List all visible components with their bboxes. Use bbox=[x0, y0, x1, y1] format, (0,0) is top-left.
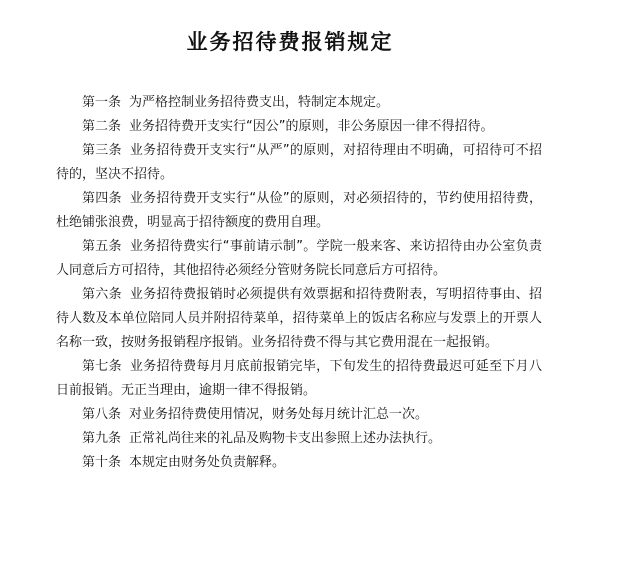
article-7 bbox=[56, 355, 542, 403]
article-1 bbox=[56, 91, 542, 115]
article-5 bbox=[56, 235, 542, 283]
article-text: 正常礼尚往来的礼品及购物卡支出参照上述办法执行。 bbox=[129, 431, 442, 446]
article-number: 第十条 bbox=[82, 455, 122, 470]
article-number: 第三条 bbox=[82, 143, 122, 158]
document-body bbox=[56, 91, 542, 475]
article-text: 业务招待费实行“事前请示制”。学院一般来客、来访招待由办公室负责人同意后方可招待，其他招待必须经分管财务院长同意后方可招待。 bbox=[56, 239, 542, 278]
article-text: 为严格控制业务招待费支出，特制定本规定。 bbox=[129, 95, 390, 110]
article-text: 业务招待费开支实行“因公”的原则，非公务原因一律不得招待。 bbox=[129, 119, 494, 134]
document-title: 业务招待费报销规定 bbox=[186, 30, 394, 54]
article-number: 第五条 bbox=[82, 239, 122, 254]
article-number: 第一条 bbox=[82, 95, 122, 110]
article-number: 第六条 bbox=[82, 287, 122, 302]
article-number: 第八条 bbox=[82, 407, 122, 422]
article-2 bbox=[56, 115, 542, 139]
article-6 bbox=[56, 283, 542, 355]
article-text: 业务招待费报销时必须提供有效票据和招待费附表，写明招待事由、招待人数及本单位陪同人员并附招待菜单，招待菜单上的饭店名称应与发票上的开票人名称一致，按财务报销程序报销。业务招待费不得与其它费用混在一起报销。 bbox=[56, 287, 542, 350]
article-number: 第二条 bbox=[82, 119, 122, 134]
article-4 bbox=[56, 187, 542, 235]
article-text: 对业务招待费使用情况，财务处每月统计汇总一次。 bbox=[129, 407, 429, 422]
article-text: 业务招待费开支实行“从俭”的原则，对必须招待的，节约使用招待费，杜绝铺张浪费，明显高于招待额度的费用自理。 bbox=[56, 191, 542, 230]
article-9 bbox=[56, 427, 542, 451]
article-10 bbox=[56, 451, 542, 475]
article-number: 第七条 bbox=[82, 359, 122, 374]
article-text: 业务招待费开支实行“从严”的原则，对招待理由不明确，可招待可不招待的，坚决不招待。 bbox=[56, 143, 542, 182]
article-3 bbox=[56, 139, 542, 187]
article-text: 本规定由财务处负责解释。 bbox=[129, 455, 286, 470]
article-number: 第九条 bbox=[82, 431, 122, 446]
article-8 bbox=[56, 403, 542, 427]
article-number: 第四条 bbox=[82, 191, 122, 206]
article-text: 业务招待费每月月底前报销完毕，下旬发生的招待费最迟可延至下月八日前报销。无正当理由，逾期一律不得报销。 bbox=[56, 359, 542, 398]
